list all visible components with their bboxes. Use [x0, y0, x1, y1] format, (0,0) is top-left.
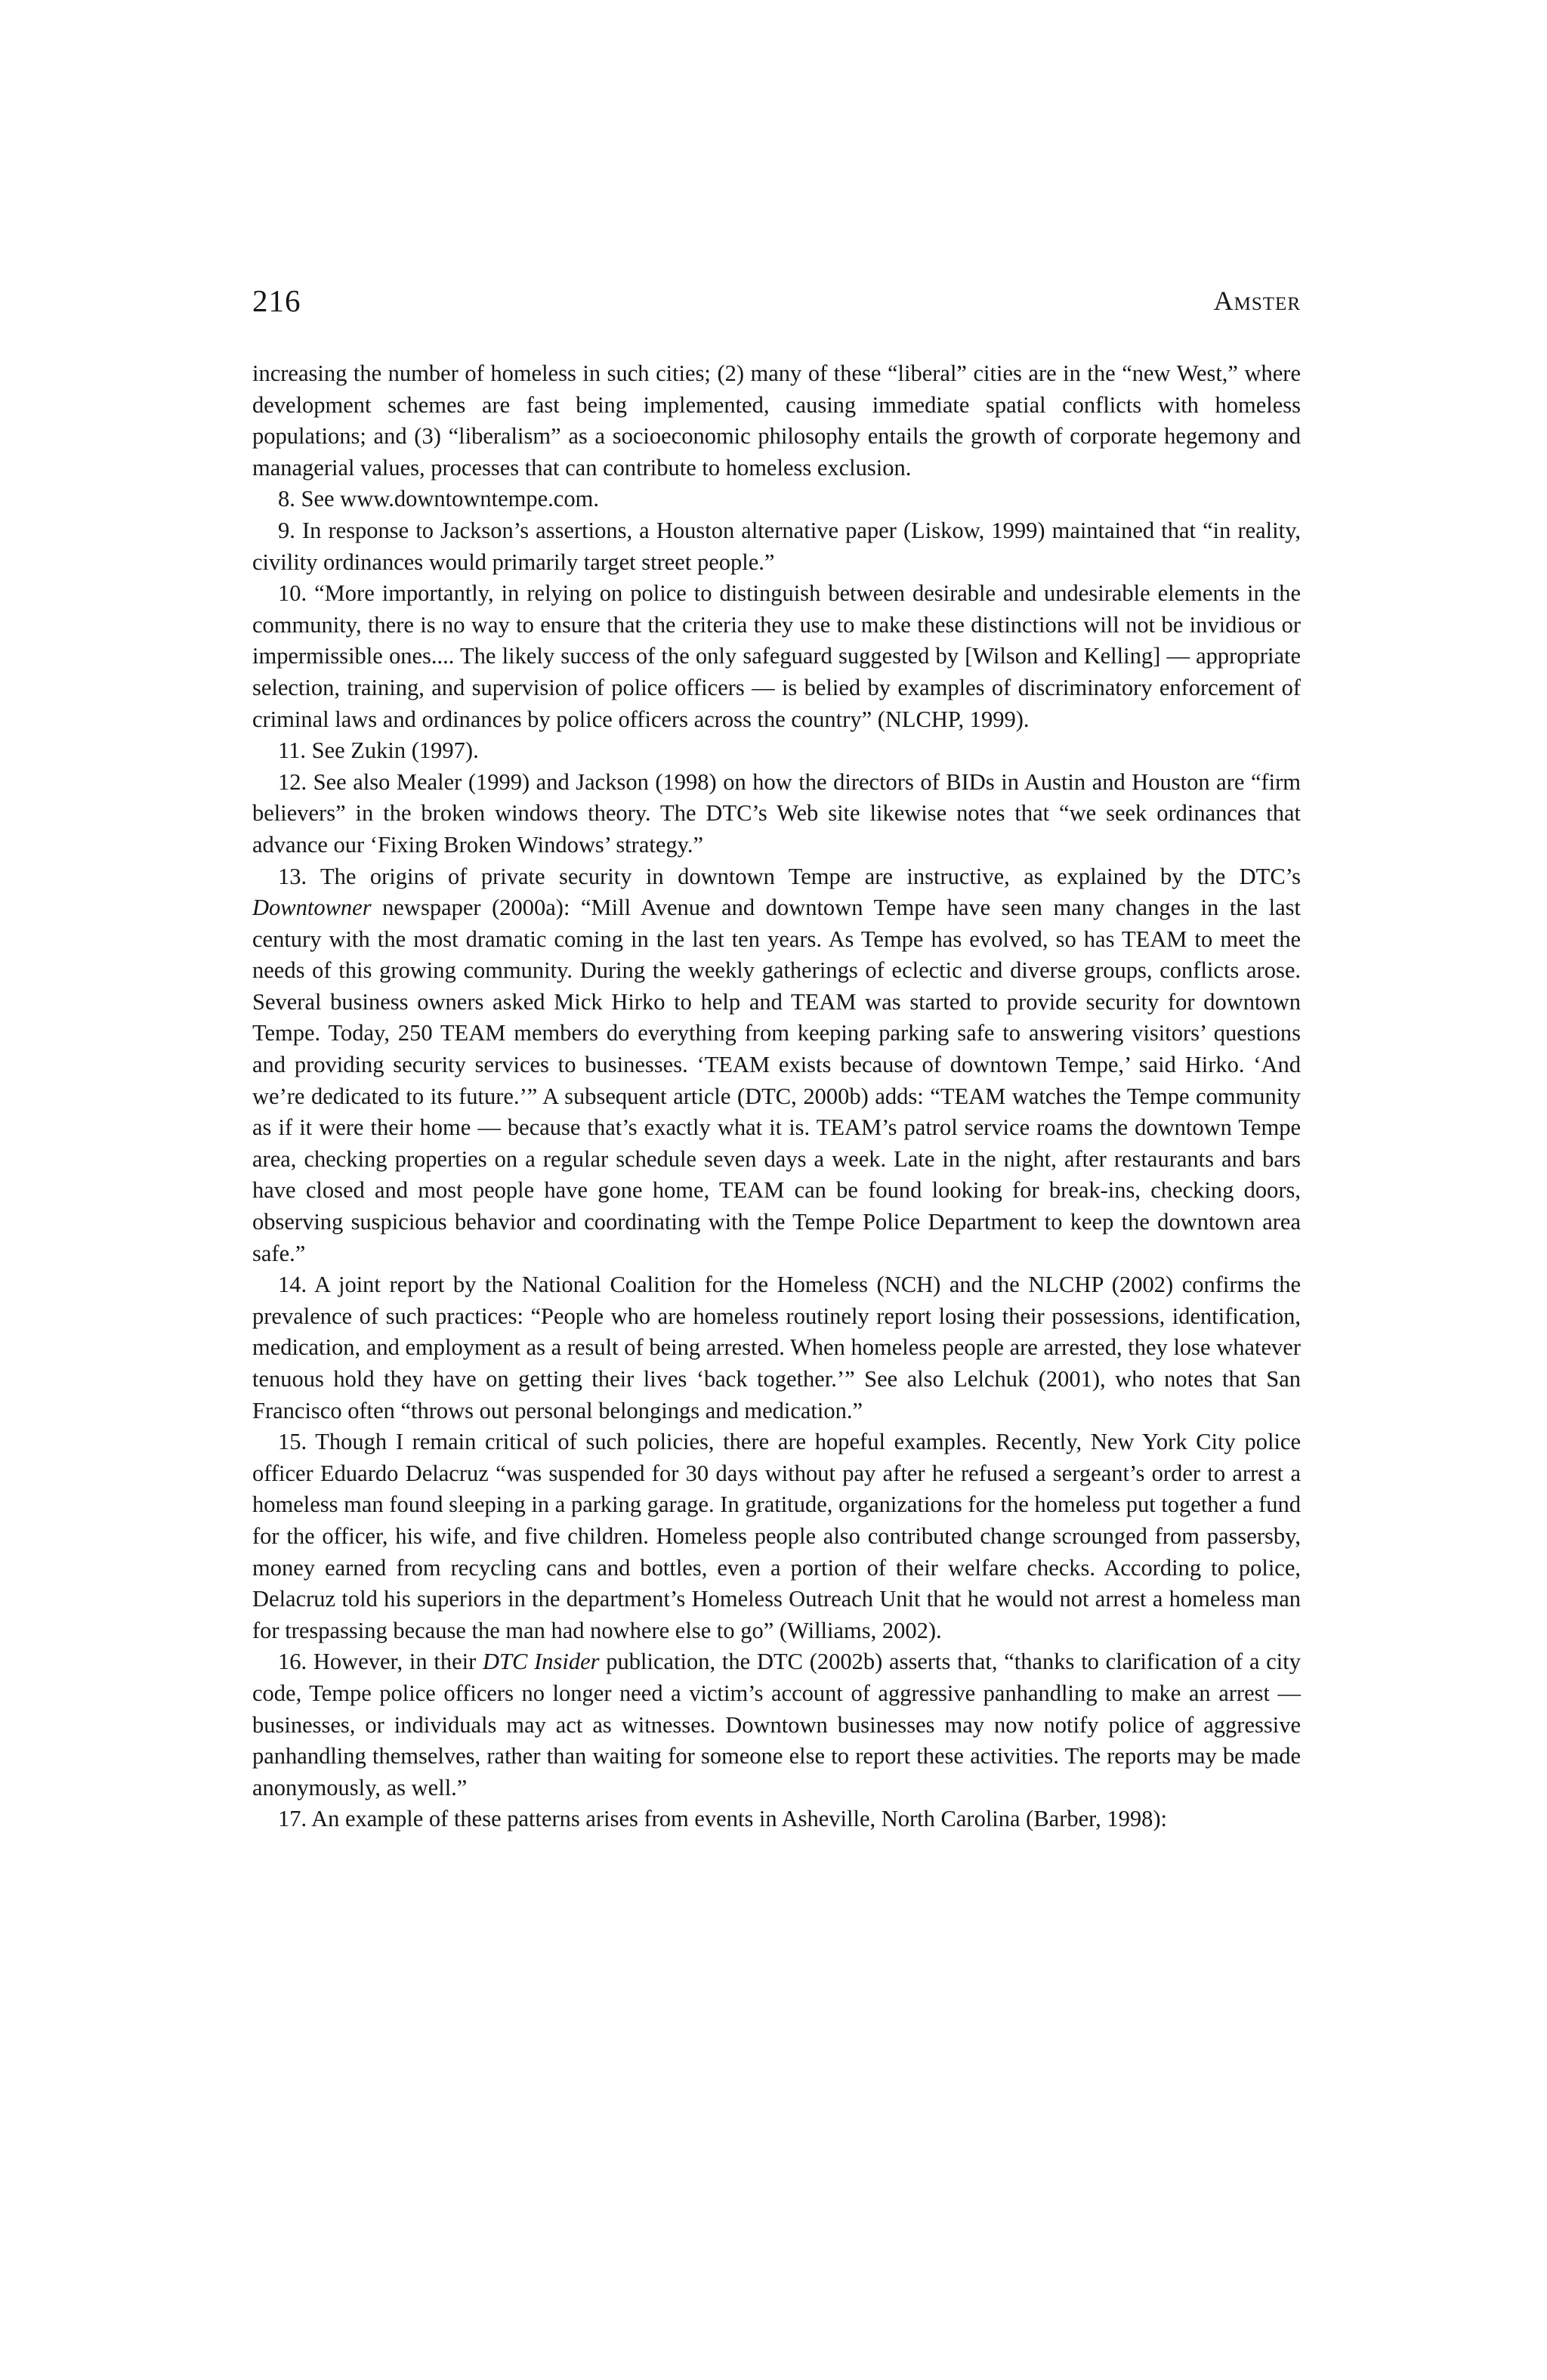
note-7-continuation: increasing the number of homeless in such cities; (2) many of these “liberal” cities are in the “new West,” where development schemes are fast being implemented, causing immediate spatial conflicts with homeless populations; and (3) “liberalism” as a socioeconomic philosophy entails the growth of corporate hegemony and managerial values, processes that can contribute to homeless exclusion.: [252, 360, 1301, 481]
note-8: [252, 484, 1301, 515]
publication-title: DTC Insider: [483, 1649, 600, 1675]
note-text: An example of these patterns arises from events in Asheville, North Carolina (Barber, 1998):: [311, 1806, 1167, 1832]
note-text: A joint report by the National Coalition for the Homeless (NCH) and the NLCHP (2002) confirms the prevalence of such practices: “People who are homeless routinely report losing their possessions, identification, medication, and employment as a result of being arrested. When homeless people are arrested, they lose whatever tenuous hold they have on getting their lives ‘back together.’” See also Lelchuk (2001), who notes that San Francisco often “throws out personal belongings and medication.”: [252, 1272, 1301, 1423]
note-17: [252, 1804, 1301, 1835]
note-12: [252, 767, 1301, 861]
note-number: 11.: [278, 737, 306, 764]
note-16: [252, 1646, 1301, 1804]
note-text-before: However, in their: [313, 1649, 483, 1675]
note-11: [252, 735, 1301, 767]
note-text: Though I remain critical of such policies, there are hopeful examples. Recently, New York City police officer Eduardo Delacruz “was suspended for 30 days without pay after he refused a sergeant’s order to arrest a homeless man found sleeping in a parking garage. In gratitude, organizations for the homeless put together a fund for the officer, his wife, and five children. Homeless people also contributed change scrounged from passersby, money earned from recycling cans and bottles, even a portion of their welfare checks. According to police, Delacruz told his superiors in the department’s Homeless Outreach Unit that he would not arrest a homeless man for trespassing because the man had nowhere else to go” (Williams, 2002).: [252, 1429, 1302, 1643]
note-number: 16.: [278, 1649, 307, 1675]
note-15: [252, 1426, 1301, 1646]
note-number: 8.: [278, 486, 295, 512]
running-head: [252, 278, 1301, 323]
note-text: “More importantly, in relying on police to distinguish between desirable and undesirable elements in the community, there is no way to ensure that the criteria they use to make these distinctions will not be invidious or impermissible ones.... The likely success of the only safeguard suggested by [Wilson and Kelling] — appropriate selection, training, and supervision of police officers — is belied by examples of discriminatory enforcement of criminal laws and ordinances by police officers across the country” (NLCHP, 1999).: [252, 580, 1302, 732]
endnotes-text: [252, 358, 1301, 1835]
note-text: See Zukin (1997).: [311, 737, 479, 764]
note-number: 10.: [278, 580, 307, 607]
note-number: 15.: [278, 1429, 307, 1455]
note-number: 12.: [278, 768, 307, 795]
note-10: [252, 578, 1301, 735]
note-9: [252, 515, 1301, 578]
note-14: [252, 1269, 1301, 1426]
note-number: 9.: [278, 517, 295, 543]
note-text: See www.downtowntempe.com.: [301, 486, 599, 512]
note-number: 13.: [278, 863, 307, 889]
note-text: See also Mealer (1999) and Jackson (1998) on how the directors of BIDs in Austin and Houston are “firm believers” in the broken windows theory. The DTC’s Web site likewise notes that “we seek ordinances that advance our ‘Fixing Broken Windows’ strategy.”: [252, 768, 1302, 858]
note-13: [252, 861, 1301, 1270]
author-running-head: Amster: [1213, 286, 1301, 316]
note-number: 17.: [278, 1806, 307, 1832]
note-text-before: The origins of private security in downtown Tempe are instructive, as explained by the DTC’s: [320, 863, 1302, 889]
note-number: 14.: [278, 1272, 307, 1298]
page-number: 216: [252, 283, 301, 318]
publication-title: Downtowner: [252, 895, 372, 921]
note-text-after: newspaper (2000a): “Mill Avenue and downtown Tempe have seen many changes in the last century with the most dramatic coming in the last ten years. As Tempe has evolved, so has TEAM to meet the needs of this growing community. During the weekly gatherings of eclectic and diverse groups, conflicts arose. Several business owners asked Mick Hirko to help and TEAM was started to provide security for downtown Tempe. Today, 250 TEAM members do everything from keeping parking safe to answering visitors’ questions and providing security services to businesses. ‘TEAM exists because of downtown Tempe,’ said Hirko. ‘And we’re dedicated to its future.’” A subsequent article (DTC, 2000b) adds: “TEAM watches the Tempe community as if it were their home — because that’s exactly what it is. TEAM’s patrol service roams the downtown Tempe area, checking properties on a regular schedule seven days a week. Late in the night, after restaurants and bars have closed and most people have gone home, TEAM can be found looking for break-ins, checking doors, observing suspicious behavior and coordinating with the Tempe Police Department to keep the downtown area safe.”: [252, 895, 1301, 1266]
note-text: In response to Jackson’s assertions, a Houston alternative paper (Liskow, 1999) maintained that “in reality, civility ordinances would primarily target street people.”: [252, 517, 1301, 575]
note-text-after: publication, the DTC (2002b) asserts that, “thanks to clarification of a city code, Tempe police officers no longer need a victim’s account of aggressive panhandling to make an arrest — businesses, or individuals may act as witnesses. Downtown businesses may now notify police of aggressive panhandling themselves, rather than waiting for someone else to report these activities. The reports may be made anonymously, as well.”: [252, 1649, 1301, 1800]
